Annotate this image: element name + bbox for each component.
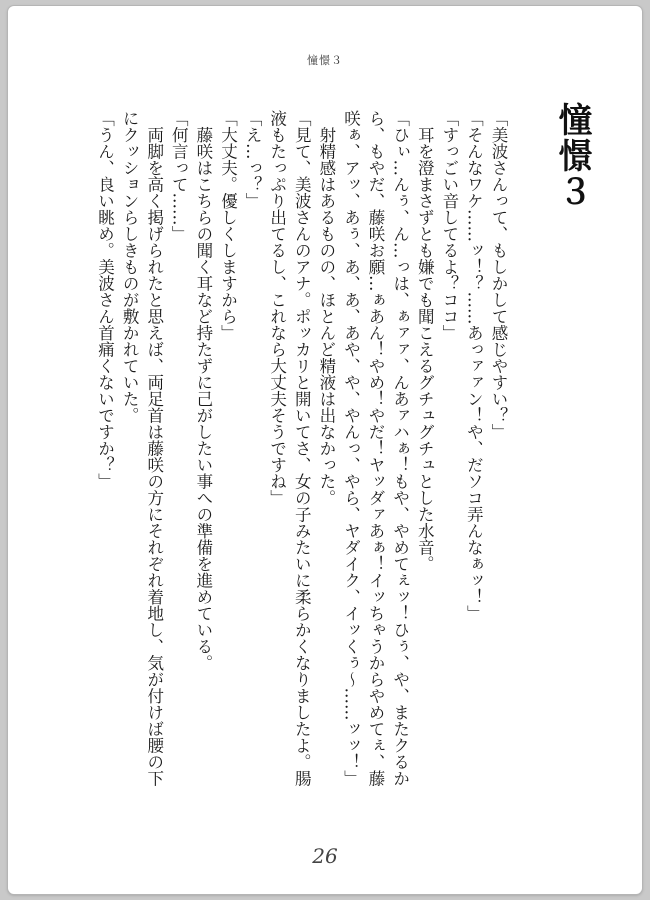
- book-page: [8, 6, 642, 894]
- text-line: 「すっごい音してるよ？ココ」: [439, 110, 459, 341]
- text-line: 「うん、良い眺め。美波さん首痛くないですか？」: [95, 110, 115, 490]
- text-line: 「何言って……」: [169, 110, 189, 242]
- text-line: 「そんなワケ……ッ！？……あっァァン！や、だソコ弄んなぁッ！」: [464, 110, 484, 622]
- text-line: 「ひぃ…んぅ、ん…っは、ぁァァ、んあァハぁ！もや、やめてぇッ！ひぅ、や、またクるから、もやだ、藤咲お願…ぁあん！やめ！やだ！ヤッダァあぁ！イッちゃうからやめてぇ、藤咲ぁ、アッ、あぅ、あ、あ、あや、や、やんっ、やら、ヤダイク、イッくぅ〜……ッッ！」: [341, 110, 410, 787]
- text-line: 耳を澄まさずとも嫌でも聞こえるグチュグチュとした水音。: [415, 110, 435, 572]
- text-line: 藤咲はこちらの聞く耳など持たずに己がしたい事への準備を進めている。: [193, 110, 213, 671]
- chapter-title: 憧憬３: [552, 102, 592, 210]
- text-line: 「え…っ？」: [243, 110, 263, 209]
- running-head: 憧憬３: [307, 54, 343, 67]
- page-number: 26: [312, 844, 338, 868]
- text-line: 「大丈夫。優しくしますから」: [218, 110, 238, 341]
- text-line: 両脚を高く掲げられたと思えば、両足首は藤咲の方にそれぞれ着地し、気が付けば腰の下にクッションらしきものが敷かれていた。: [120, 110, 164, 787]
- text-line: 「美波さんって、もしかして感じやすい？」: [489, 110, 508, 440]
- text-line: 「見て、美波さんのアナ。ポッカリと開いてさ、女の子みたいに柔らかくなりましたよ。腸液もたっぷり出てるし、これなら大丈夫そうですね」: [267, 110, 312, 787]
- text-line: 射精感はあるものの、ほとんど精液は出なかった。: [316, 110, 336, 506]
- body-text: [95, 110, 510, 800]
